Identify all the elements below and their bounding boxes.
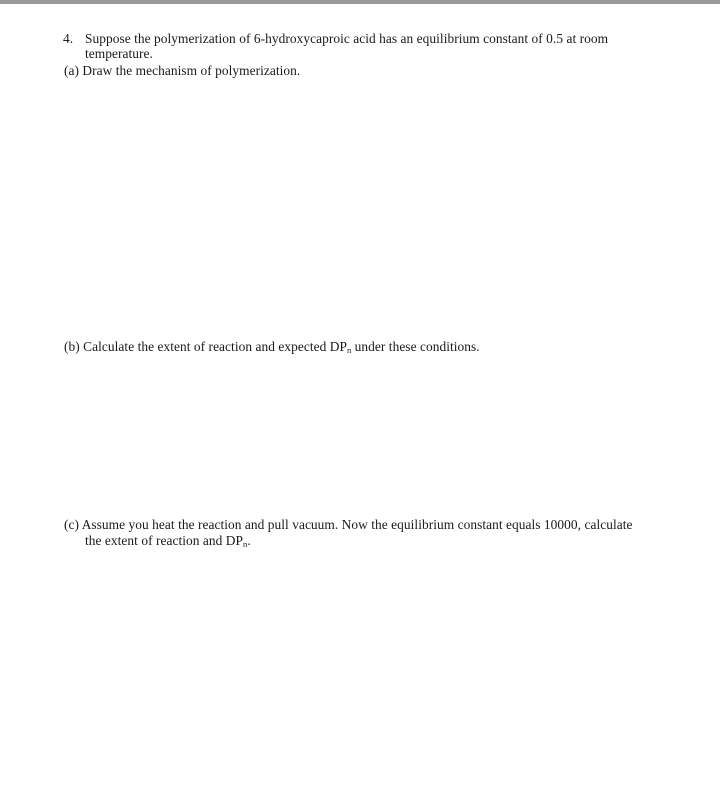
part-b-text-after: under these conditions. <box>351 339 480 354</box>
question-intro-line2: temperature. <box>85 46 153 61</box>
question-intro-line1: Suppose the polymerization of 6-hydroxycaproic acid has an equilibrium constant of 0.5 at room <box>85 31 609 46</box>
part-c-line1 <box>64 517 632 533</box>
part-b-subscript: n <box>346 345 352 355</box>
part-c-subscript: n <box>243 539 248 549</box>
part-c-label: (c) <box>64 517 80 532</box>
part-b-text-before: Calculate the extent of reaction and expected DP <box>83 339 347 354</box>
part-a <box>64 63 300 79</box>
part-b-text <box>83 339 479 354</box>
question-number: 4. <box>63 31 74 46</box>
part-b-label: (b) <box>64 339 80 354</box>
part-c-text-line1: Assume you heat the reaction and pull vacuum. Now the equilibrium constant equals 10000, calculate <box>81 517 633 532</box>
part-a-label: (a) <box>64 63 80 78</box>
part-a-text: Draw the mechanism of polymerization. <box>82 63 301 78</box>
page-top-border <box>0 0 720 4</box>
part-c-line2-before: the extent of reaction and DP <box>85 533 243 548</box>
part-c-line2-after: . <box>247 533 251 548</box>
part-c-line2 <box>85 533 251 549</box>
part-b <box>64 339 480 355</box>
